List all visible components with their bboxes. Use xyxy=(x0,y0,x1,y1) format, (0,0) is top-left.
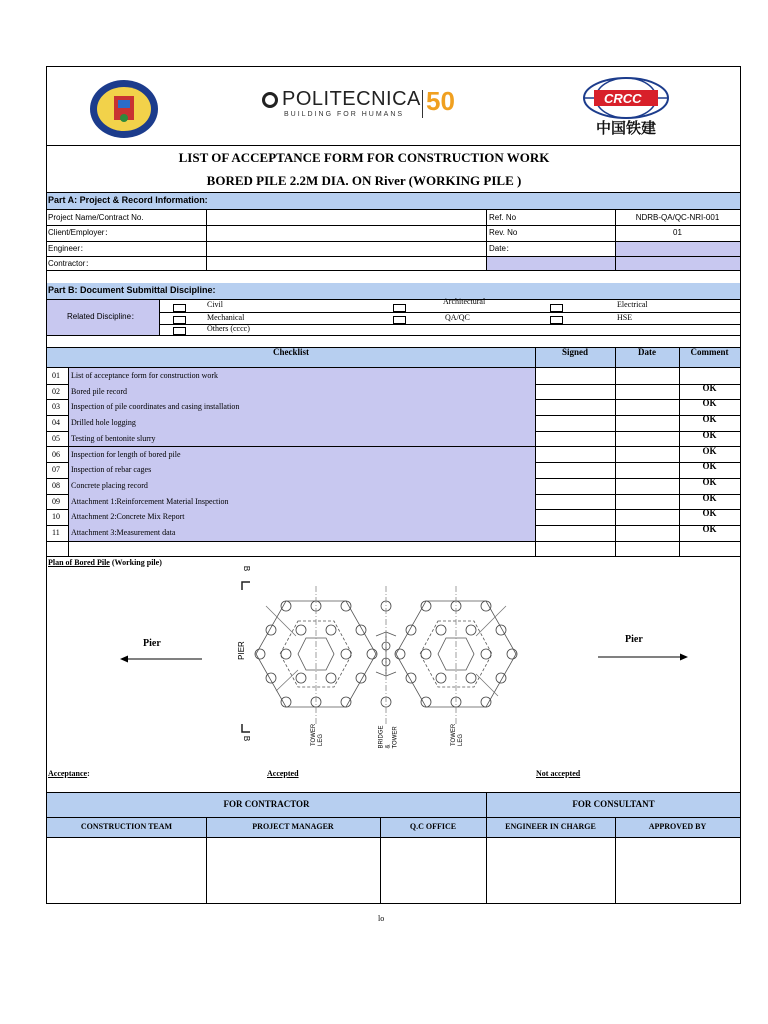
row-comment: OK xyxy=(702,429,717,440)
row-checklist-text: Attachment 3:Measurement data xyxy=(71,528,176,537)
arrow-left-icon xyxy=(120,651,202,661)
col-approved-by: APPROVED BY xyxy=(648,822,707,831)
row-number: 03 xyxy=(52,402,60,412)
col-qc-office: Q.C OFFICE xyxy=(409,822,457,831)
client-field[interactable] xyxy=(207,226,485,240)
related-discipline-label: Related Discipline： xyxy=(66,312,140,321)
checkbox-others[interactable] xyxy=(173,327,186,335)
row-checklist-text: Inspection for length of bored pile xyxy=(71,449,181,459)
checkbox-civil[interactable] xyxy=(173,304,186,312)
row-comment: OK xyxy=(702,508,717,519)
row-number: 06 xyxy=(52,449,60,459)
table-row xyxy=(47,447,740,463)
project-name-label: Project Name/Contract No. xyxy=(48,213,144,222)
pier-left-label: Pier xyxy=(143,638,161,649)
plan-label xyxy=(48,558,162,568)
row-number: 10 xyxy=(52,512,60,522)
plan-label-suffix: (Working pile) xyxy=(111,558,162,567)
ref-no-label: Ref. No xyxy=(489,213,517,222)
discipline-qaqc: QA/QC xyxy=(445,313,470,322)
engineer-field[interactable] xyxy=(207,242,485,255)
row-fill xyxy=(69,384,535,400)
section-b-bottom: B xyxy=(242,735,252,742)
row-divider xyxy=(46,541,741,542)
for-consultant-header: FOR CONSULTANT xyxy=(572,799,655,809)
checklist-header-date: Date xyxy=(638,347,656,357)
discipline-mechanical: Mechanical xyxy=(207,313,245,322)
table-row xyxy=(47,431,740,447)
row-checklist-text: Testing of bentonite slurry xyxy=(71,433,156,443)
crcc-brand: CRCC xyxy=(604,91,642,106)
row-number: 11 xyxy=(52,528,60,537)
ministry-seal-logo xyxy=(88,78,160,140)
checklist-header-checklist: Checklist xyxy=(273,347,309,357)
crcc-chinese-name: 中国铁建 xyxy=(595,120,656,137)
discipline-architectural: Architectural xyxy=(443,297,486,306)
row-comment: OK xyxy=(702,492,717,503)
signature-construction-team[interactable] xyxy=(47,838,205,903)
plan-label-text: Plan of Bored Pile xyxy=(48,558,110,567)
acceptance-colon: : xyxy=(87,769,90,778)
table-row xyxy=(47,509,740,525)
table-row xyxy=(47,399,740,415)
row-number: 02 xyxy=(52,386,60,396)
row-number: 04 xyxy=(52,418,60,428)
row-comment: OK xyxy=(702,382,717,393)
crcc-logo xyxy=(580,76,672,138)
signature-engineer-in-charge[interactable] xyxy=(487,838,614,903)
row-checklist-text: Attachment 2:Concrete Mix Report xyxy=(71,512,185,522)
row-checklist-text: Concrete placing record xyxy=(71,480,148,490)
table-row xyxy=(47,384,740,400)
row-checklist-text: Inspection of rebar cages xyxy=(71,465,152,475)
date-label: Date： xyxy=(489,244,514,253)
row-comment: OK xyxy=(702,461,717,472)
bridge-tower-label: BRIDGE & TOWER xyxy=(378,725,399,749)
table-row xyxy=(47,462,740,478)
col-engineer-in-charge: ENGINEER IN CHARGE xyxy=(505,822,596,831)
page-footer: lo xyxy=(378,914,385,923)
table-row xyxy=(47,368,740,384)
row-checklist-text: Attachment 1:Reinforcement Material Inspection xyxy=(71,496,229,506)
col-construction-team: CONSTRUCTION TEAM xyxy=(80,822,173,831)
anniversary-badge: 50 xyxy=(426,86,455,116)
checkbox-electrical[interactable] xyxy=(550,304,563,312)
row-fill xyxy=(69,415,535,431)
col-project-manager: PROJECT MANAGER xyxy=(252,822,334,831)
politecnica-tagline: BUILDING FOR HUMANS xyxy=(284,111,405,118)
part-b-heading: Part B: Document Submittal Discipline: xyxy=(48,285,216,295)
section-b-top: B xyxy=(242,565,252,572)
row-number: 01 xyxy=(52,371,60,380)
checkbox-architectural[interactable] xyxy=(393,304,406,312)
table-row xyxy=(47,478,740,494)
row-number: 05 xyxy=(52,433,60,443)
rev-no-value: 01 xyxy=(673,228,682,237)
signature-approved-by[interactable] xyxy=(616,838,740,903)
row-comment: OK xyxy=(702,398,717,409)
politecnica-mark-icon xyxy=(262,92,278,108)
form-subtitle: BORED PILE 2.2M DIA. ON River (WORKING PILE ) xyxy=(206,173,522,188)
acceptance-label: Acceptance xyxy=(48,769,88,778)
form-title: LIST OF ACCEPTANCE FORM FOR CONSTRUCTION WORK xyxy=(178,150,550,165)
part-a-heading: Part A: Project & Record Information: xyxy=(48,195,208,205)
row-number: 09 xyxy=(52,496,60,506)
row-comment: OK xyxy=(702,524,717,534)
engineer-label: Engineer： xyxy=(48,244,89,253)
row-checklist-text: Bored pile record xyxy=(71,386,127,396)
politecnica-logo xyxy=(262,88,482,124)
signature-qc-office[interactable] xyxy=(381,838,485,903)
tower-leg-right-label: TOWER LEG xyxy=(451,723,464,746)
not-accepted-option[interactable]: Not accepted xyxy=(536,769,581,778)
discipline-hse: HSE xyxy=(617,313,633,322)
contractor-field[interactable] xyxy=(207,257,485,269)
client-label: Client/Employer： xyxy=(48,228,113,237)
acceptance-row xyxy=(48,769,90,779)
pier-right-label: Pier xyxy=(625,634,643,645)
politecnica-brand: POLITECNICA xyxy=(282,88,421,110)
table-row xyxy=(47,494,740,510)
discipline-electrical: Electrical xyxy=(617,300,648,309)
bored-pile-plan-drawing xyxy=(236,566,536,756)
arrow-right-icon xyxy=(598,649,688,659)
row-comment: OK xyxy=(702,414,717,425)
checkbox-hse[interactable] xyxy=(550,316,563,324)
divider xyxy=(422,90,423,118)
row-comment: OK xyxy=(702,476,717,487)
contractor-label: Contractor： xyxy=(48,259,94,268)
checkbox-mechanical[interactable] xyxy=(173,316,186,324)
tower-leg-left-label: TOWER LEG xyxy=(311,723,324,746)
checklist-header-signed: Signed xyxy=(561,347,588,357)
accepted-option[interactable]: Accepted xyxy=(267,769,299,778)
rev-no-label: Rev. No xyxy=(489,228,518,237)
signature-project-manager[interactable] xyxy=(207,838,379,903)
table-row xyxy=(47,415,740,431)
discipline-others: Others (cccc) xyxy=(207,324,250,333)
checklist-header-comment: Comment xyxy=(690,347,729,357)
row-checklist-text: List of acceptance form for construction work xyxy=(71,371,219,380)
row-checklist-text: Inspection of pile coordinates and casing installation xyxy=(71,402,240,412)
row-checklist-text: Drilled hole logging xyxy=(71,418,136,428)
checkbox-qaqc[interactable] xyxy=(393,316,406,324)
discipline-civil: Civil xyxy=(207,300,224,309)
ref-no-value: NDRB-QA/QC-NRI-001 xyxy=(635,213,720,222)
row-number: 08 xyxy=(52,480,60,490)
table-row xyxy=(47,525,740,541)
row-comment: OK xyxy=(702,445,717,456)
row-number: 07 xyxy=(52,465,60,475)
project-name-field[interactable] xyxy=(207,210,485,224)
for-contractor-header: FOR CONTRACTOR xyxy=(223,799,310,809)
pier-centerline-label: PIER xyxy=(236,641,246,660)
